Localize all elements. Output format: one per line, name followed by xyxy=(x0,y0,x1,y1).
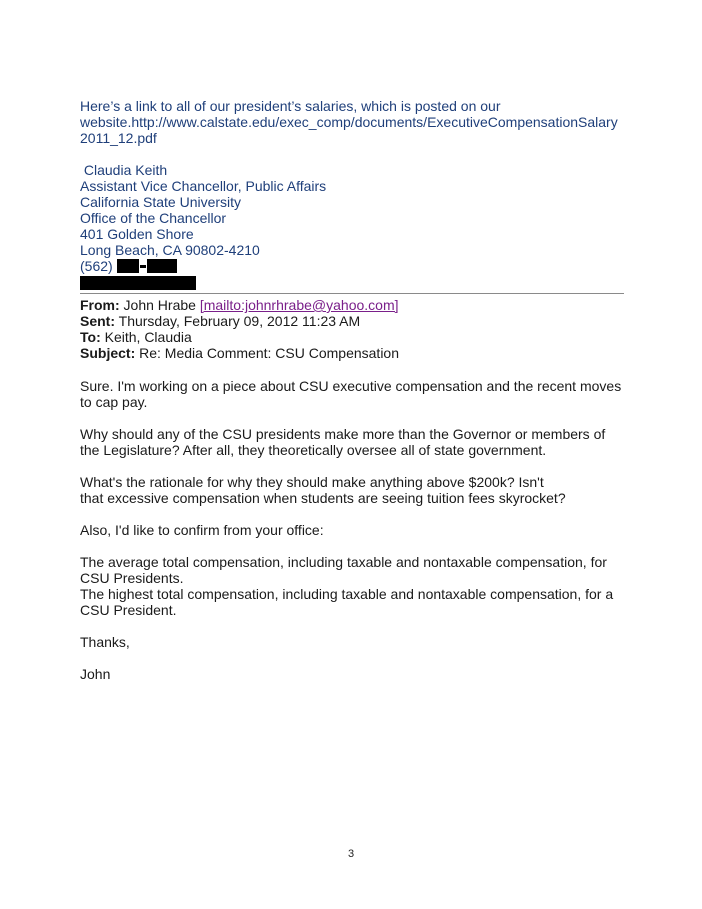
signature-phone-line xyxy=(80,258,625,274)
redaction-box xyxy=(140,265,146,268)
sent-value: Thursday, February 09, 2012 11:23 AM xyxy=(115,313,361,329)
signature-org: California State University xyxy=(80,194,242,210)
redaction-box xyxy=(80,276,196,290)
intro-paragraph xyxy=(80,98,625,146)
subject-line xyxy=(80,345,625,361)
body-signoff: John xyxy=(80,666,111,682)
from-label: From: xyxy=(80,297,120,313)
signature-block xyxy=(80,162,625,290)
from-line xyxy=(80,297,625,313)
body-closing: Thanks, xyxy=(80,634,130,650)
body-paragraph-3-line-2: that excessive compensation when students are seeing tuition fees skyrocket? xyxy=(80,490,566,506)
signature-phone-prefix: (562) xyxy=(80,258,117,274)
body-paragraph-5-line-1: The average total compensation, including taxable and nontaxable compensation, for CSU Presidents. xyxy=(80,554,607,586)
from-value: John Hrabe xyxy=(119,297,200,313)
redaction-box xyxy=(147,259,177,273)
sent-line xyxy=(80,313,625,329)
body-paragraph-5-line-2: The highest total compensation, including taxable and nontaxable compensation, for a CSU President. xyxy=(80,586,614,618)
body-paragraph-3 xyxy=(80,474,625,506)
mailto-link[interactable]: [mailto:johnrhrabe@yahoo.com] xyxy=(199,297,399,313)
sent-label: Sent: xyxy=(80,313,115,329)
subject-value: Re: Media Comment: CSU Compensation xyxy=(135,345,400,361)
body-paragraph-2: Why should any of the CSU presidents make more than the Governor or members of the Legislature? After all, they theoretically oversee all of state government. xyxy=(80,426,606,458)
email-header xyxy=(80,297,625,361)
to-value: Keith, Claudia xyxy=(100,329,192,345)
body-paragraph-1: Sure. I'm working on a piece about CSU executive compensation and the recent moves to cap pay. xyxy=(80,378,622,410)
intro-line-3: 2011_12.pdf xyxy=(80,130,157,146)
header-divider xyxy=(80,293,624,294)
signature-name: Claudia Keith xyxy=(80,162,168,178)
page-number: 3 xyxy=(347,848,355,860)
to-label: To: xyxy=(80,329,101,345)
subject-label: Subject: xyxy=(80,345,136,361)
signature-street: 401 Golden Shore xyxy=(80,226,194,242)
signature-office: Office of the Chancellor xyxy=(80,210,227,226)
intro-line-2: website.http://www.calstate.edu/exec_comp/documents/ExecutiveCompensationSalary xyxy=(80,114,618,130)
email-body xyxy=(80,378,625,698)
signature-title: Assistant Vice Chancellor, Public Affairs xyxy=(80,178,327,194)
signature-city: Long Beach, CA 90802-4210 xyxy=(80,242,260,258)
body-paragraph-5 xyxy=(80,554,625,618)
body-paragraph-3-line-1: What's the rationale for why they should make anything above $200k? Isn't xyxy=(80,474,544,490)
to-line xyxy=(80,329,625,345)
body-paragraph-4: Also, I'd like to confirm from your office: xyxy=(80,522,324,538)
intro-line-1: Here’s a link to all of our president’s salaries, which is posted on our xyxy=(80,98,501,114)
redaction-box xyxy=(117,259,139,273)
